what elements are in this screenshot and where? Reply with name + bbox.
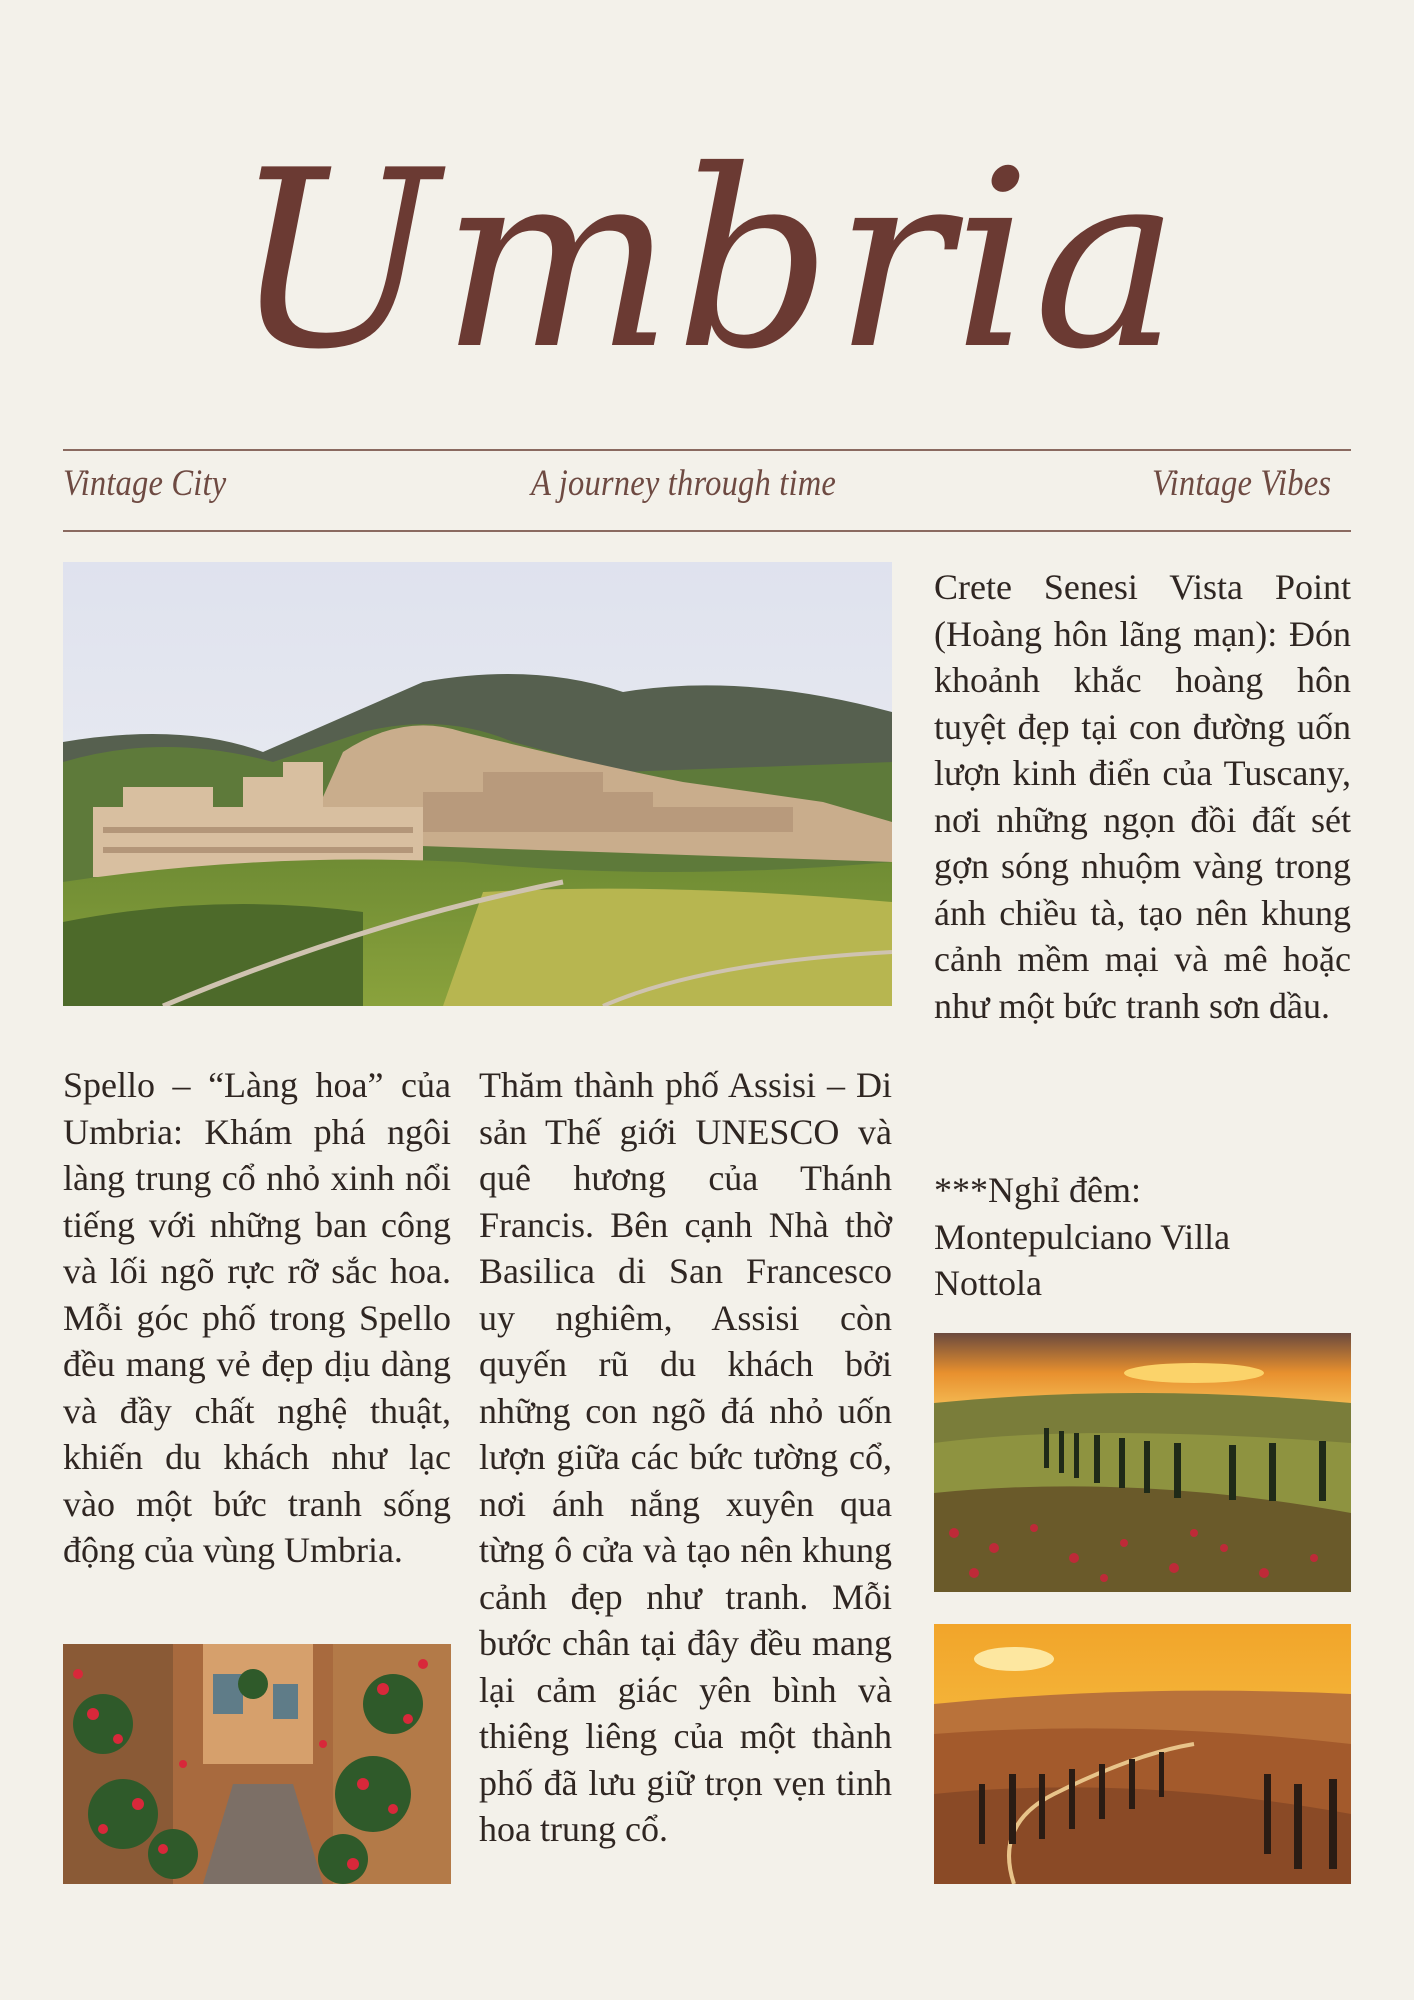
tagline-center: A journey through time	[531, 463, 837, 504]
bottom-rule	[63, 530, 1351, 532]
assisi-photo	[63, 562, 892, 1006]
crete-paragraph: Crete Senesi Vista Point (Hoàng hôn lãng mạn): Đón khoảnh khắc hoàng hôn tuyệt đẹp tại con đường uốn lượn kinh điển của Tuscany, nơi những ngọn đồi đất sét gợn sóng nhuộm vàng trong ánh chiều tà, tạo nên khung cảnh mềm mại và mê hoặc như một bức tranh sơn dầu.	[934, 567, 1351, 1026]
page-title	[0, 95, 1414, 395]
spello-paragraph: Spello – “Làng hoa” của Umbria: Khám phá ngôi làng trung cổ nhỏ xinh nổi tiếng với những ban công và lối ngõ rực rỡ sắc hoa. Mỗi góc phố trong Spello đều mang vẻ đẹp dịu dàng và đầy chất nghệ thuật, khiến du khách như lạc vào một bức tranh sống động của vùng Umbria.	[63, 1065, 451, 1570]
crete-field-photo	[934, 1333, 1351, 1592]
spello-photo	[63, 1644, 451, 1884]
title-text: Umbria	[232, 118, 1182, 395]
top-rule	[63, 449, 1351, 451]
assisi-paragraph: Thăm thành phố Assisi – Di sản Thế giới UNESCO và quê hương của Thánh Francis. Bên cạnh Nhà thờ Basilica di San Francesco uy nghiêm, Assisi còn quyến rũ du khách bởi những con ngõ đá nhỏ uốn lượn giữa các bức tường cổ, nơi ánh nắng xuyên qua từng ô cửa và tạo nên khung cảnh đẹp như tranh. Mỗi bước chân tại đây đều mang lại cảm giác yên bình và thiêng liêng của một thành phố đã lưu giữ trọn vẹn tinh hoa trung cổ.	[479, 1065, 892, 1849]
crete-road-photo	[934, 1624, 1351, 1884]
tagline-left: Vintage City	[63, 463, 227, 504]
tagline-right: Vintage Vibes	[1152, 463, 1332, 504]
overnight-note: ***Nghỉ đêm: Montepulciano Villa Nottola	[934, 1170, 1231, 1303]
